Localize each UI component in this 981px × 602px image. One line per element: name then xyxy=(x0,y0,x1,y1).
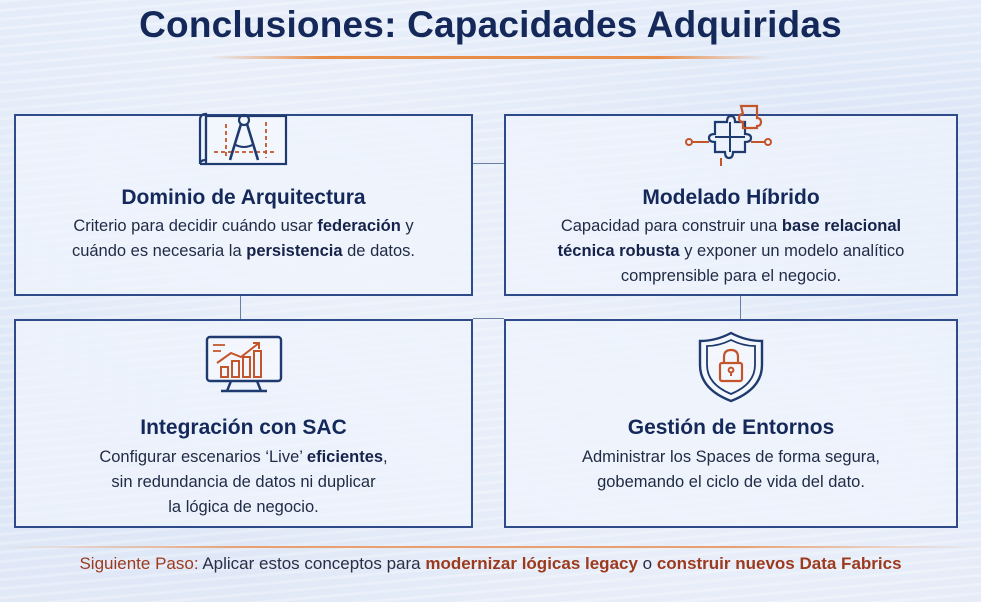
card-description xyxy=(506,214,956,289)
description-line xyxy=(506,264,956,289)
description-line xyxy=(506,470,956,495)
description-text: , xyxy=(383,448,388,466)
description-line xyxy=(16,470,471,495)
page-title: Conclusiones: Capacidades Adquiridas xyxy=(139,4,842,45)
description-text: comprensible para el negocio. xyxy=(620,267,842,285)
description-text: Criterio para decidir cuándo usar xyxy=(73,217,318,235)
description-text: y xyxy=(400,217,414,235)
description-text: cuándo es necesaria la xyxy=(71,242,247,260)
description-line xyxy=(16,495,471,520)
description-text: gobemando el ciclo de vida del dato. xyxy=(597,473,865,491)
puzzle-pieces-icon xyxy=(681,102,781,172)
connector-horizontal-bottom xyxy=(473,318,504,319)
highlight-text: eficientes xyxy=(306,448,384,466)
description-text: Administrar los Spaces de forma segura, xyxy=(581,448,881,466)
description-line xyxy=(506,445,956,470)
monitor-chart-icon xyxy=(201,333,287,397)
footer-text-2: o xyxy=(637,554,657,573)
highlight-text: técnica robusta xyxy=(557,242,680,260)
connector-horizontal-top xyxy=(473,163,504,164)
card-description xyxy=(506,445,956,495)
card-integracion-sac xyxy=(14,319,473,528)
card-title: Integración con SAC xyxy=(140,416,347,439)
highlight-text: base relacional xyxy=(781,217,902,235)
highlight-text: federación xyxy=(317,217,401,235)
description-text: y exponer un modelo analítico xyxy=(679,242,905,260)
description-line xyxy=(16,445,471,470)
description-text: Configurar escenarios ‘Live’ xyxy=(99,448,307,466)
card-dominio-arquitectura xyxy=(14,114,473,296)
description-text: de datos. xyxy=(342,242,416,260)
footer-bold-2: construir nuevos Data Fabrics xyxy=(656,554,902,573)
footer-bold-1: modernizar lógicas legacy xyxy=(425,554,638,573)
footer-text-1: Aplicar estos conceptos para xyxy=(198,554,426,573)
title-underline xyxy=(210,56,770,59)
connector-vertical-left xyxy=(240,296,241,319)
description-line xyxy=(16,214,471,239)
card-modelado-hibrido xyxy=(504,114,958,296)
footer-divider xyxy=(0,546,981,548)
highlight-text: persistencia xyxy=(246,242,343,260)
card-title: Dominio de Arquitectura xyxy=(121,186,366,209)
description-text: sin redundancia de datos ni duplicar xyxy=(111,473,376,491)
description-line xyxy=(16,239,471,264)
description-line xyxy=(506,239,956,264)
card-title: Gestión de Entornos xyxy=(627,416,835,439)
card-gestion-entornos xyxy=(504,319,958,528)
description-text: Capacidad para construir una xyxy=(560,217,782,235)
footer-prefix: Siguiente Paso: xyxy=(79,554,199,573)
shield-lock-icon xyxy=(694,329,768,405)
blueprint-compass-icon xyxy=(196,108,292,172)
description-line xyxy=(506,214,956,239)
card-description xyxy=(16,445,471,520)
card-description xyxy=(16,214,471,264)
description-text: la lógica de negocio. xyxy=(168,498,319,516)
connector-vertical-right xyxy=(740,296,741,319)
card-title: Modelado Híbrido xyxy=(642,186,820,209)
next-step-footer xyxy=(0,554,981,574)
